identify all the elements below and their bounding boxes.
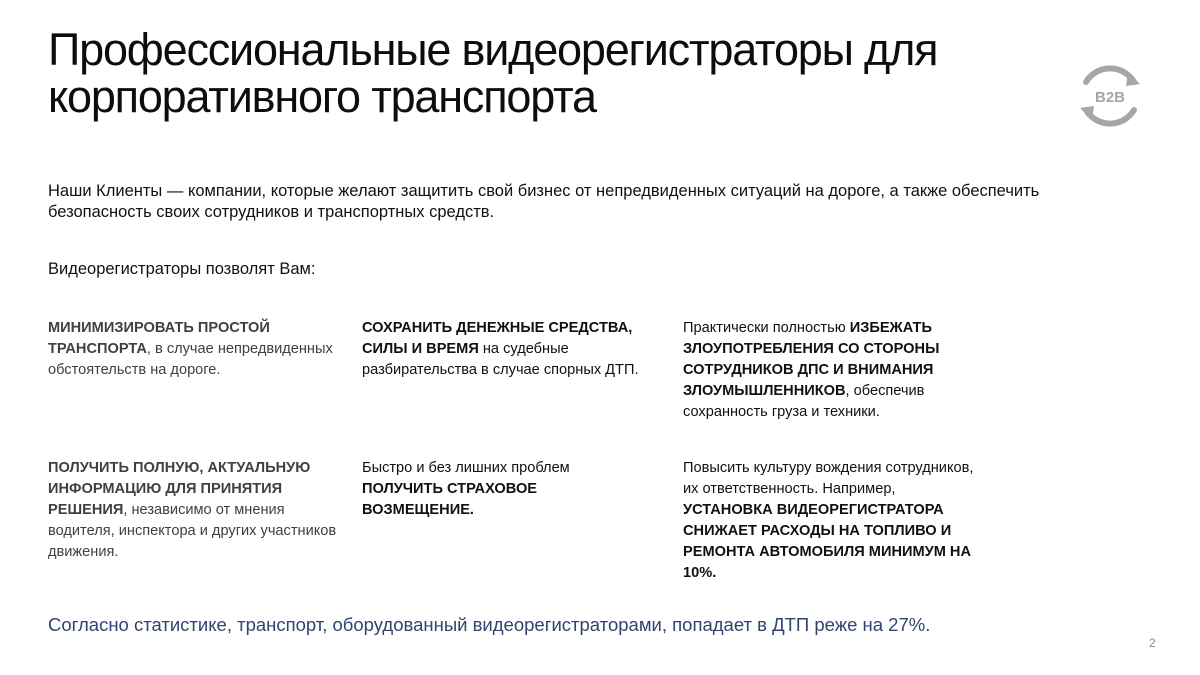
benefit-full-information bbox=[48, 458, 338, 563]
lead-text: Видеорегистраторы позволят Вам: bbox=[48, 260, 316, 278]
benefit-rest: , независимо от мнения водителя, инспектора и других участников движения. bbox=[48, 502, 337, 560]
benefit-rest: на судебные разбирательства в случае спорных ДТП. bbox=[362, 341, 639, 378]
title-line-2: корпоративного транспорта bbox=[48, 71, 596, 122]
intro-text: Наши Клиенты — компании, которые желают защитить свой бизнес от непредвиденных ситуаций на дороге, а также обеспечить безопасность своих сотрудников и транспортных средств. bbox=[48, 182, 1040, 221]
benefit-bold: ИЗБЕЖАТЬ ЗЛОУПОТРЕБЛЕНИЯ СО СТОРОНЫ СОТРУДНИКОВ ДПС И ВНИМАНИЯ ЗЛОУМЫШЛЕННИКОВ bbox=[683, 320, 940, 399]
b2b-logo bbox=[1072, 58, 1148, 134]
benefit-bold: ПОЛУЧИТЬ СТРАХОВОЕ ВОЗМЕЩЕНИЕ. bbox=[362, 481, 538, 518]
benefit-pre: Быстро и без лишних проблем bbox=[362, 460, 570, 476]
benefit-bold: МИНИМИЗИРОВАТЬ ПРОСТОЙ ТРАНСПОРТА bbox=[48, 320, 270, 357]
benefit-bold: СОХРАНИТЬ ДЕНЕЖНЫЕ СРЕДСТВА, СИЛЫ И ВРЕМЯ bbox=[362, 320, 633, 357]
title-line-1: Профессиональные видеорегистраторы для bbox=[48, 24, 938, 75]
statistics-footer: Согласно статистике, транспорт, оборудованный видеорегистраторами, попадает в ДТП реже на 27%. bbox=[48, 614, 931, 635]
benefit-bold: ПОЛУЧИТЬ ПОЛНУЮ, АКТУАЛЬНУЮ ИНФОРМАЦИЮ ДЛЯ ПРИНЯТИЯ РЕШЕНИЯ bbox=[48, 460, 311, 518]
logo-text: B2B bbox=[1094, 89, 1126, 106]
page-number: 2 bbox=[1149, 636, 1156, 650]
benefit-pre: Повысить культуру вождения сотрудников, их ответственность. Например, bbox=[683, 460, 974, 497]
benefit-save-money bbox=[362, 318, 652, 381]
benefit-bold: УСТАНОВКА ВИДЕОРЕГИСТРАТОРА СНИЖАЕТ РАСХОДЫ НА ТОПЛИВО И РЕМОНТА АВТОМОБИЛЯ МИНИМУМ НА 10%. bbox=[683, 502, 971, 581]
benefit-rest: , в случае непредвиденных обстоятельств на дороге. bbox=[48, 341, 333, 378]
benefit-minimize-downtime bbox=[48, 318, 338, 381]
benefit-pre: Практически полностью bbox=[683, 320, 850, 336]
benefit-driving-culture bbox=[683, 458, 983, 584]
slide-title bbox=[48, 26, 1048, 120]
b2b-cycle-arrows-icon bbox=[1072, 58, 1148, 134]
benefit-avoid-abuse bbox=[683, 318, 983, 423]
benefit-insurance bbox=[362, 458, 652, 521]
benefit-rest: , обеспечив сохранность груза и техники. bbox=[683, 383, 925, 420]
